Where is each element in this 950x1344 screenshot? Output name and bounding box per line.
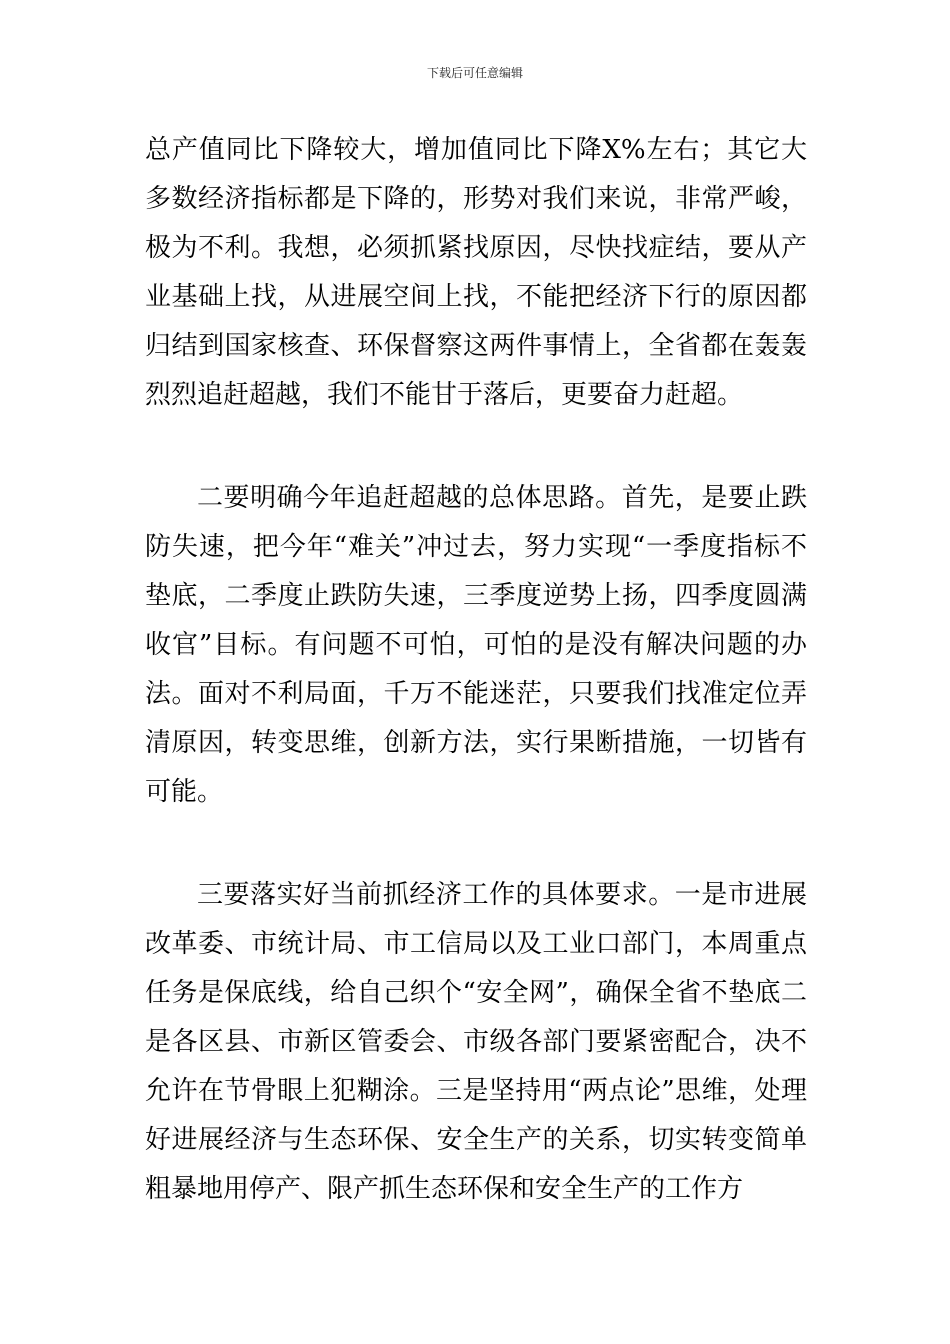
paragraph-spacer bbox=[145, 817, 807, 871]
paragraph-spacer bbox=[145, 420, 807, 474]
paragraph-3: 三要落实好当前抓经济工作的具体要求。一是市进展改革委、市统计局、市工信局以及工业口部门，本周重点任务是保底线，给自己织个“安全网”，确保全省不垫底二是各区县、市新区管委会、市级各部门要紧密配合，决不允许在节骨眼上犯糊涂。三是坚持用“两点论”思维，处理好进展经济与生态环保、安全生产的关系，切实转变简单粗暴地用停产、限产抓生态环保和安全生产的工作方 bbox=[145, 880, 807, 1204]
document-body bbox=[145, 126, 807, 1214]
paragraph-1: 总产值同比下降较大，增加值同比下降X%左右；其它大多数经济指标都是下降的，形势对我们来说，非常严峻，极为不利。我想，必须抓紧找原因，尽快找症结，要从产业基础上找，从进展空间上找，不能把经济下行的原因都归结到国家核查、环保督察这两件事情上，全省都在轰轰烈烈追赶超越，我们不能甘于落后，更要奋力赶超。 bbox=[145, 135, 807, 410]
paragraph-2: 二要明确今年追赶超越的总体思路。首先，是要止跌防失速，把今年“难关”冲过去，努力实现“一季度指标不垫底，二季度止跌防失速，三季度逆势上扬，四季度圆满收官”目标。有问题不可怕，可怕的是没有解决问题的办法。面对不利局面，千万不能迷茫，只要我们找准定位弄清原因，转变思维，创新方法，实行果断措施，一切皆有可能。 bbox=[145, 483, 807, 807]
page-header-note: 下载后可任意编辑 bbox=[426, 66, 523, 80]
